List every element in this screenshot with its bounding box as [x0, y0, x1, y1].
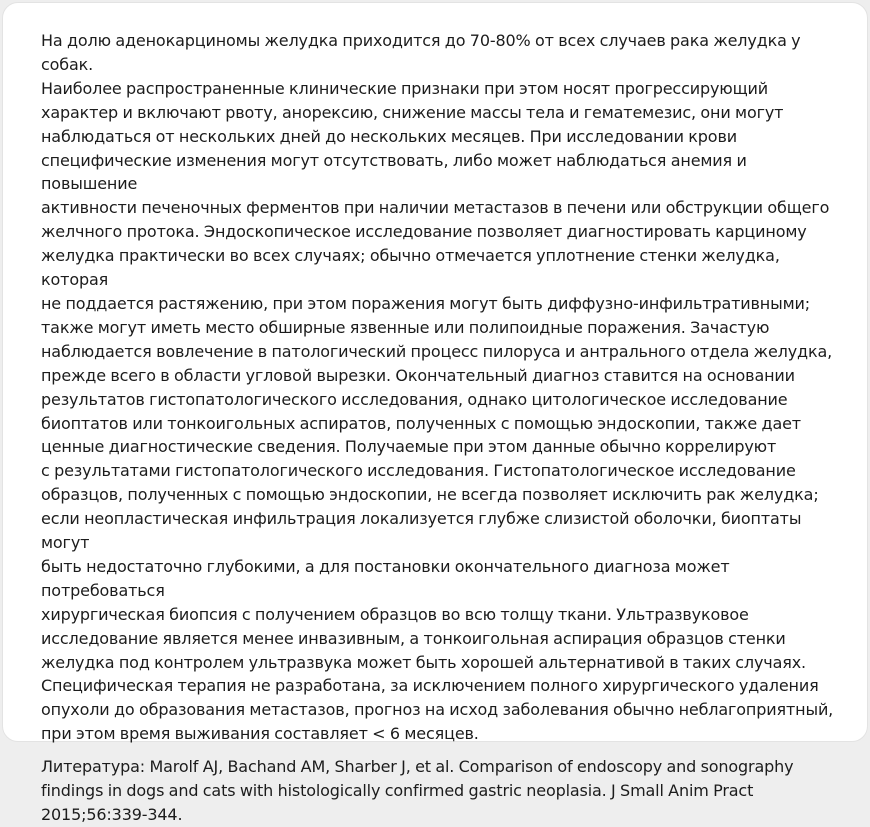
article-reference: Литература: Marolf AJ, Bachand AM, Sharber J, et al. Comparison of endoscopy and sonography findings in dogs and cats with histologically confirmed gastric neoplasia. J Small Anim Pract 2015;56:339-344.	[41, 757, 794, 824]
content-card	[2, 2, 868, 824]
article-content	[41, 29, 841, 827]
article-body: На долю аденокарциномы желудка приходится до 70-80% от всех случаев рака желудка у собак. Наиболее распространенные клинические признаки при этом носят прогрессирующий характер и включают рвоту, анорексию, снижение массы тела и гематемезис, они могут наблюдаться от нескольких дней до нескольких месяцев. При исследовании крови специфические изменения могут отсутствовать, либо может наблюдаться анемия и повышение активности печеночных ферментов при наличии метастазов в печени или обструкции общего желчного протока. Эндоскопическое исследование позволяет диагностировать карциному желудка практически во всех случаях; обычно отмечается уплотнение стенки желудка, которая не поддается растяжению, при этом поражения могут быть диффузно-инфильтративными; также могут иметь место обширные язвенные или полипоидные поражения. Зачастую наблюдается вовлечение в патологический процесс пилоруса и антрального отдела желудка, прежде всего в области угловой вырезки. Окончательный диагноз ставится на основании результатов гистопатологического исследования, однако цитологическое исследование биоптатов или тонкоигольных аспиратов, полученных с помощью эндоскопии, также дает ценные диагностические сведения. Получаемые при этом данные обычно коррелируют с результатами гистопатологического исследования. Гистопатологическое исследование образцов, полученных с помощью эндоскопии, не всегда позволяет исключить рак желудка; если неопластическая инфильтрация локализуется глубже слизистой оболочки, биоптаты могут быть недостаточно глубокими, а для постановки окончательного диагноза может потребоваться хирургическая биопсия с получением образцов во всю толщу ткани. Ультразвуковое исследование является менее инвазивным, а тонкоигольная аспирация образцов стенки желудка под контролем ультразвука может быть хорошей альтернативой в таких случаях. Специфическая терапия не разработана, за исключением полного хирургического удаления опухоли до образования метастазов, прогноз на исход заболевания обычно неблагоприятный, при этом время выживания составляет < 6 месяцев.	[41, 31, 834, 744]
